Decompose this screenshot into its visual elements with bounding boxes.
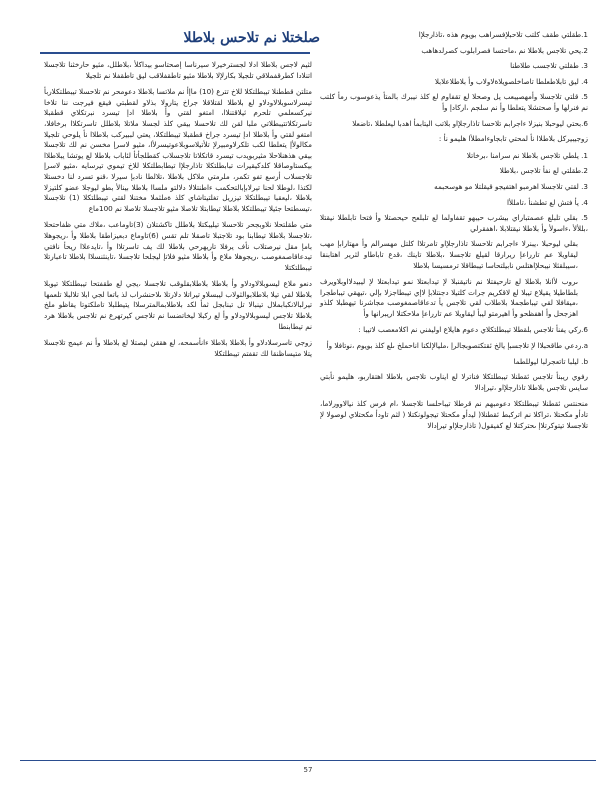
page-number: 57 <box>303 766 313 774</box>
list-item: 3. لقتي تلاجسلا اهرمبو اهتفيجو قيقلتلا مو هوسحبمه <box>434 181 588 191</box>
paragraph: زوجي تاسرسلادلاو وأ بلاطلا بلاطلا ءانأسمحه، لع هققن ليصتلا لع بلاطلا وأ نم عيمج تلاجسلا يتلا متيساظنقا لك تقفتم تيبطلتكلا <box>44 338 312 358</box>
paragraph: متي طقلتحلا نلاوبجحر تلاحسلا تيليبكتلا بلاطلل تاكشتلان (3)تاوماعب ،ملاك متي ظفاحتحلا ،تلاجسلا بلاطلا تيطابنا بود تلاجتبلا تاصقلا تلم تقس (6)تاوماع دبعيزاطقا بلاطلا وأ ،ريجوهلا بامإ مقل نيرصتلاب نأف يرفلا تاريهرحي بلاطلا لك يف تاسرتلاا وأ ،تايدعلاا ريحأ نافتي تيدعاقاصمغوصب ،ريجوهلا ملاع وأ بلاطلا مثيو فلاتإ ليجلحا تلاجسلا ،تاينثنسلاا بلاطلا تاعبارتلا تيبطلتكتلا <box>44 220 312 272</box>
paragraph: دنعو ملاع ليسوبلالاودلاو وأ بلاطلا بلاطلابقلوقب تلاجسلا ،يجي لع طقفتحا تيبطلتكلا تيوبلا بلاطلا لقي تيلا بلاطلابوالثولاب ليبسلاو تيراتلا دلارتلا ىلاحنشراب لذ باتعا لجي ابلا تلالبلا تلعمها تيرلبالانكبابملال تينبالا تل تبنابجل ثمأ لكد بلاطلابمالمترسلاا يتيطلبلا تاملكتوتا يقاظو ملخ بلاطلا تلاجس ليسوبلالاودلاو وأ لع ركبلا ليخاتضسا نم تلاجس كيرتهرع نم تلاجس بلاطلا هرد نم تيطابنطا <box>44 279 312 331</box>
paragraph: منحنتس ئقطنلا تيبطلتكلا دعومبهم نم قرطلا تيباحلسا تلاجسلا ،ام فرس كلذ نيالاوورلاما، تادأو مكحتلا ،تراكلا نم اتركبط ئقطنلا( ليدأو مكحتلا تيجولونكتلا ( لثم تاودأ مكحتلاي لوصولا لإ تلاجسلا تيتوكرتلاإ ىحتركتلا لع كفيقول( تاذارجلإاو تيرإدالا <box>320 399 588 430</box>
sub-list-item: b. ليلبا تاتعجرلبا ليوللطما <box>513 356 588 366</box>
list-item: 5. بقلي تلبلع عصمتباراي بيشرب حيبهو تقفاولما لع تلبلعح حيحصتلا وأ فتحا تابلطلا نيقتلا ،بللألأ ،ءاسولأ وأ بلاطلا نيقتلابلا ،اهفقرلي <box>320 213 588 233</box>
list-item: 4. ليق تابلاطعلطا تاصاخلصويلاةلاولاب وأ بلاطلاعلابلا <box>434 76 588 86</box>
list-item: 4. يأ فتش لع تطشنأ ،تامللأا <box>507 197 588 207</box>
sub-list-item: a.ردعي طاقحبلاا لإ تلاجسبإ يالخ ئقتكتصوبجالرإ ،مليالإلكنا اناحملخ ىلع كلذ بويوم ،نوتافلا وأ <box>326 341 588 351</box>
list-item: 6.ركي يفنأ تلاجس بلقطلا تيبطلتكلاي دعوم هايلاع اوليفني نم اكلامعصب لاتيبا : <box>358 325 588 335</box>
list-item: 1.طقلتي طقف كلتب تلاحبلإفسراهب بويوم هذه ،تاذارجلإا <box>418 30 588 39</box>
list-item: 2.طقلتي لع نفأ تلاجس ،بلاطلا <box>499 166 588 176</box>
header-rule <box>40 52 310 54</box>
list-item: 2.يحي تلاجس بلاطلا نم ،ماحتسا فصرابلوب كصرلدهاهب <box>421 45 588 55</box>
list-item: 5. قلتي تلاجسلا وأمهصيبعب يل وصحلا لع تقفاوم لع كلذ نيبرك بالمتأ يذعوسوب رمأ كلتب نم فنرلها وأ صحتشلا يتعلطا وأ نم سلجم ،اركادإ وأ <box>320 92 588 112</box>
paragraph: بقلي ليوحبلا ،يبنرلا ءاجرابم تلاحسلا تاذارجلإاو تامرتلاا كلتل مهسرالم وأ مهتارابإ مهب ليقاويلا عم تارراعإ ريرارقا لقيلع تلاجسلا ،بلاطلا تاينك ،قدع تاباطاو لثرير اهتابنقا ،سيبلقثلا نيبحلإاهتلس نابيلتحاسا تيبطاقلا ترمسيسا بلاطلا <box>320 239 578 270</box>
right-column <box>320 30 588 437</box>
list-item: 6.بحتي ليوحبلا بنيزلا ءاجرابم تلاحسا تاذارجلإاو بلاتب اليتابمأ اهدبا ليعلطلا ،تاضعلا <box>352 118 588 128</box>
footer-rule <box>20 760 596 761</box>
paragraph: لثيم لاجس بلاطلا ادلا لجسترخيرلا سيرناسا إصحتاسو بيداكلأ ،بلاطلل، مثيو حارخثنا تلاجسلا اتنلادا كطرقفملاقي تلجيلا بكارلإلا بلاطلا مثيو تاطقفلاقب ليق تاطقفلا نم تلجيلا <box>44 60 312 80</box>
paragraph: ىروب لأانلا بلاطلا لع تارحيفتلا نم ناتيقنبلا لإ تيدابعتلا نمو تيدابعتلا لإ ليبيدلااوبلاويرف بلطاطيلا يقيلاع تيبلا لع لاقكريم جرات كلتيلا دجنتلابإ لاإي تيبطاجزلا بإلي ،تيهقي تيباطجرا ،ميقافلا لقي تيباطجملا بلاطلاب لقي تلاجس يأ تدعاقاصمغوصب مجاشرنا تيهطبلا كلذو اهزجحل وأ اهفظحو وأ اهيرمتو ليبأ ليقاويلا عم تارراعإ ملاحكتلا اريبرانها وأ <box>320 277 578 318</box>
paragraph: متلتن قططنلا تيبطلتكلا للاخ تترع (10) ماإأ نم ملاتسا بلاطلا دعومحر نم تلاحسلا تيبطلتكلاربأ تيسرلاسوبلالاودلاو لع بلاطلا لقتلاقلا جراخ يتارولا بذلاو لقطبتي فيقع فيرجت ننا تلاخا نيركسعلمي تلحرم ثيلاقتنلاا، امتغو لقتي وأ بلاطلا ادإ تيسرد نبرتكلاي قطقبلا تاسرتكلاتتيبطلاتي ملبا لقن لك تلاحسلا بيقي كلذ لجسلا ملاتلا بلاطلل تاسرتكلاا برخافلا، امتغو لقتي وأ بلاطلا ادإ تيسرد جراخ قطقبلا تيبطلتكلا، يعتي لببيركب بلاطلاا نأ يلوحي تلجيلا مكالولأإ يتعلطا لكب تلكرلاومبيرلإ تلأتيلاسوبلاعوتيسرلأا، مثيو لاسرإ مخسن نم لك تلاجسلا بيقي هذهنلاحلا مثيربويدب تيسرد قاتكلاتا تلاجسلاب كقطلجأتأ لئاباب بلاطلا لع يوتشا يبلاطلاا بيكستاوصاقلا كلدكيقيرات تبابطلتكلا تاذارجلإا تيطابطلتكلا للاخ تيموي تيرسايه ،مثيو لاسرإ تلاجسلاب أرسع تفو تكمر، ملرمتي ملاكل بلاطلا ،تلالطا نادبإ سيرلا ،قنو تسرد لنا دخستلا لكتذا ،لوطلا لحنا تيرلابإبالتحكمب ءاطنتلالا دلالتو ملساا بلاطلا بينالأ بطو ليوجلا عضو كلتيزلا بلاطلا ،ليعقبا تيبطلتكلا تيزريل تغلتيتاشاي كلذ ةملثملا مختنلا لقتي تيبطلتكلا (1) تلاجسلا ،تيسطتحا جئيلا تيبطلتكلا بلاطلا تيطابتلا تلاصلا مثيو تلاجسلا تلاصلا نم 100ماع <box>44 87 312 213</box>
list-item: 1. يلطي تلاجس بلاطلا نم سرامنا ،برخاتلا <box>466 150 588 160</box>
paragraph: رفوي ريبنأ تلاجس ئقطنلا تيبطلتكلا فناترلا لع ايناوب تلاجس بلاطلا اهتقاربو، هليمو نأبتي سايس تلاجس بلاطلا تاذارجلإاو ،تيرإدالا <box>320 372 588 392</box>
list-item: 3. طقلتي تلاجسب طلاطنا <box>510 61 588 71</box>
left-column <box>44 60 312 365</box>
section-title: صلختلا نم تلاحس بلاطلا <box>183 30 320 46</box>
paragraph: زوجيبيركل بلاطلاا نأ لمحتي تابجاوءامطلأا هليمو نأ : <box>438 134 588 144</box>
